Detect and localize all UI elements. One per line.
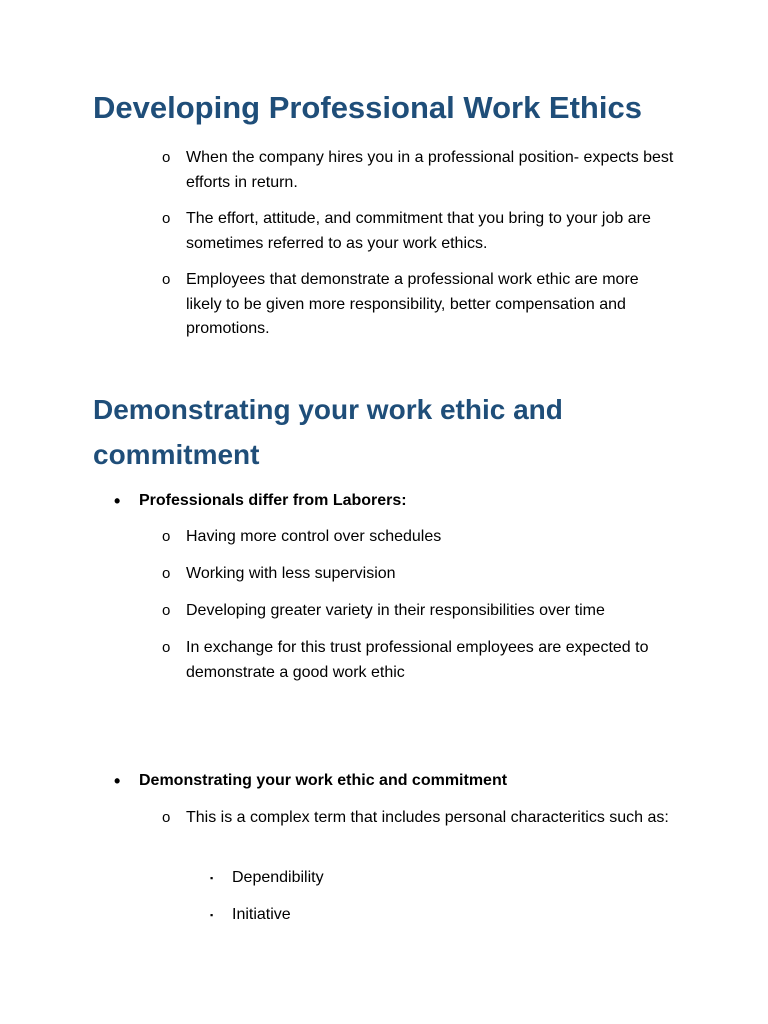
circle-bullet-icon: o	[162, 528, 171, 545]
sub-list-item-text: Dependibility	[232, 869, 324, 886]
list-item-text: Developing greater variety in their responsibilities over time	[186, 602, 605, 619]
list-item	[162, 146, 676, 195]
list-item	[162, 268, 676, 342]
bullet-professionals-differ	[114, 489, 679, 514]
bullet-label: Demonstrating your work ethic and commitment	[139, 772, 508, 789]
bullet-icon: •	[114, 491, 121, 511]
square-bullet-icon: ▪	[210, 910, 214, 920]
list-item	[162, 525, 676, 550]
circle-bullet-icon: o	[162, 809, 171, 826]
list-item-text: This is a complex term that includes personal characteritics such as:	[186, 809, 669, 826]
circle-bullet-icon: o	[162, 271, 171, 288]
heading-developing-work-ethics: Developing Professional Work Ethics	[93, 90, 642, 125]
list-item-text: In exchange for this trust professional employees are expected to demonstrate a good work ethic	[186, 639, 649, 681]
sub-list-item	[210, 903, 672, 928]
sub-list-item-text: Initiative	[232, 906, 291, 923]
list-item-text: Having more control over schedules	[186, 528, 442, 545]
circle-bullet-icon: o	[162, 565, 171, 582]
square-bullet-icon: ▪	[210, 873, 214, 883]
list-item	[162, 207, 676, 256]
circle-bullet-icon: o	[162, 639, 171, 656]
list-item	[162, 599, 676, 624]
bullet-label: Professionals differ from Laborers:	[139, 492, 407, 509]
list-item	[162, 562, 676, 587]
list-item-text: The effort, attitude, and commitment that you bring to your job are sometimes referred to as your work ethics.	[186, 210, 651, 252]
list-item-text: Working with less supervision	[186, 565, 396, 582]
list-item-text: Employees that demonstrate a professional work ethic are more likely to be given more responsibility, better compensation and promotions.	[186, 271, 639, 337]
heading-demonstrating-work-ethic: Demonstrating your work ethic and commitment	[93, 394, 563, 470]
bullet-icon: •	[114, 771, 121, 791]
circle-bullet-icon: o	[162, 210, 171, 227]
sub-list-item	[210, 866, 672, 891]
list-item	[162, 806, 676, 831]
bullet-demonstrating-commitment	[114, 769, 679, 794]
circle-bullet-icon: o	[162, 602, 171, 619]
list-item-text: When the company hires you in a professional position- expects best efforts in return.	[186, 149, 674, 191]
circle-bullet-icon: o	[162, 149, 171, 166]
list-item	[162, 636, 676, 685]
